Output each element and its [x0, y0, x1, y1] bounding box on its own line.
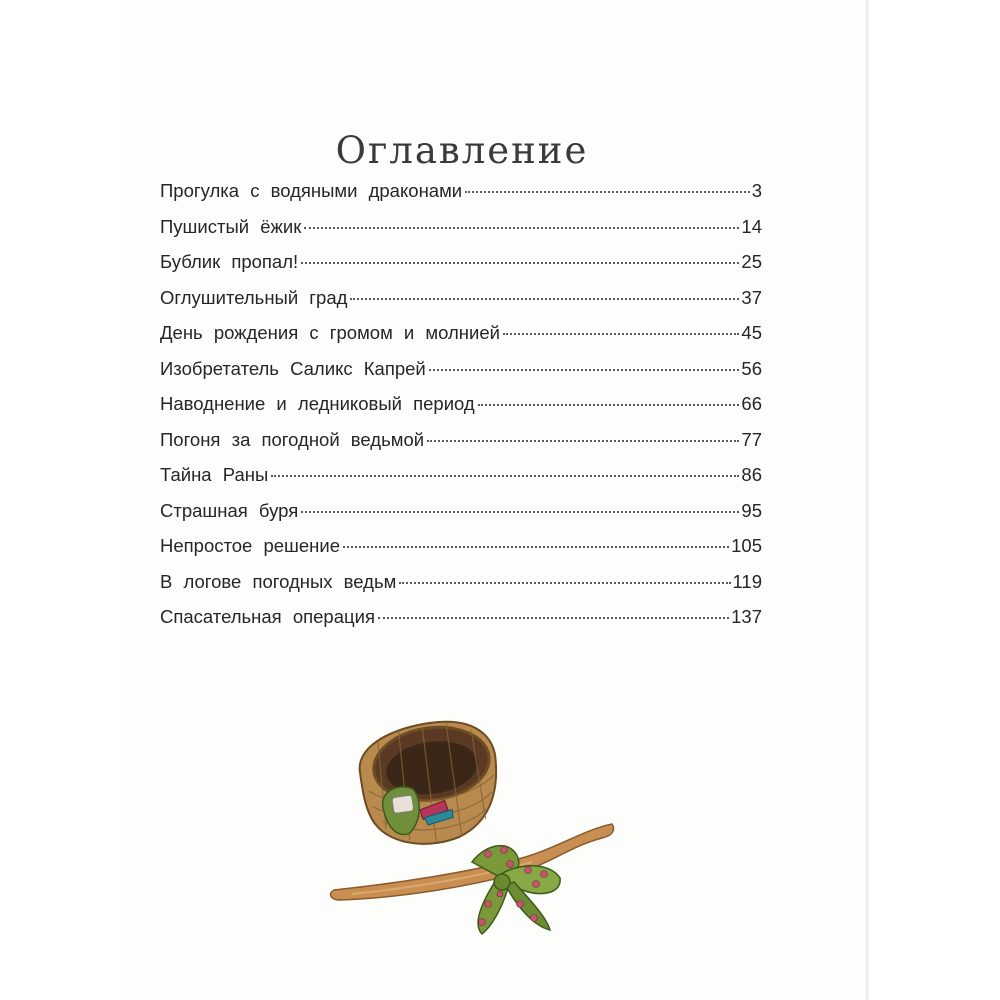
dot-leader [503, 333, 739, 335]
toc-heading: Оглавление [335, 128, 589, 172]
toc-entry[interactable] [160, 358, 762, 394]
toc-entry[interactable] [160, 464, 762, 500]
dot-leader [304, 227, 739, 229]
toc-entry-page: 77 [741, 428, 762, 450]
toc-entry-page: 86 [741, 464, 762, 485]
dot-leader [301, 262, 739, 264]
toc-entry[interactable] [160, 180, 762, 216]
toc-entry-title: Прогулка с водяными драконами [160, 180, 463, 201]
toc-entry[interactable] [160, 322, 762, 358]
toc-entry-page: 14 [741, 215, 762, 237]
dot-leader [465, 191, 750, 193]
toc-entry[interactable] [160, 535, 762, 571]
toc-entry-page: 45 [741, 322, 762, 343]
basket-and-broom-illustration [322, 712, 622, 952]
toc-entry-page: 95 [741, 499, 762, 521]
toc-entry-page: 3 [751, 180, 762, 201]
toc-list [160, 180, 762, 642]
toc-entry-page: 119 [732, 570, 762, 592]
toc-entry-title: Наводнение и ледниковый период [160, 393, 475, 414]
dot-leader [478, 404, 740, 406]
toc-entry[interactable] [160, 571, 762, 607]
toc-entry-title: Непростое решение [160, 535, 341, 556]
dot-leader [343, 546, 729, 548]
toc-entry-title: Оглушительный град [160, 286, 348, 308]
toc-entry[interactable] [160, 393, 762, 429]
toc-entry-title: Спасательная операция [160, 606, 375, 627]
toc-entry-title: День рождения с громом и молнией [160, 322, 500, 343]
page-edge [866, 0, 869, 1000]
dot-leader [271, 475, 739, 477]
dot-leader [350, 298, 739, 300]
toc-entry-page: 66 [741, 393, 762, 414]
toc-entry[interactable] [160, 216, 762, 252]
toc-entry[interactable] [160, 251, 762, 287]
dot-leader [429, 369, 740, 371]
toc-entry[interactable] [160, 606, 762, 642]
dot-leader [427, 440, 739, 442]
toc-entry-title: Погоня за погодной ведьмой [160, 428, 425, 450]
toc-entry-page: 25 [741, 251, 762, 272]
toc-entry-page: 56 [741, 357, 762, 379]
toc-entry-title: Пушистый ёжик [160, 215, 302, 237]
dot-leader [378, 617, 729, 619]
toc-entry-title: Изобретатель Саликс Капрей [160, 357, 426, 379]
toc-entry-title: Страшная буря [160, 499, 299, 521]
toc-entry-page: 105 [731, 535, 762, 556]
dot-leader [399, 582, 730, 584]
dot-leader [301, 511, 739, 513]
toc-entry[interactable] [160, 429, 762, 465]
toc-entry-page: 37 [741, 286, 762, 308]
toc-entry[interactable] [160, 287, 762, 323]
toc-entry-title: Тайна Раны [160, 464, 269, 485]
toc-entry-title: В логове погодных ведьм [160, 570, 397, 592]
basket [355, 715, 507, 853]
toc-entry-title: Бублик пропал! [160, 251, 299, 272]
toc-entry[interactable] [160, 500, 762, 536]
toc-entry-page: 137 [731, 606, 762, 627]
